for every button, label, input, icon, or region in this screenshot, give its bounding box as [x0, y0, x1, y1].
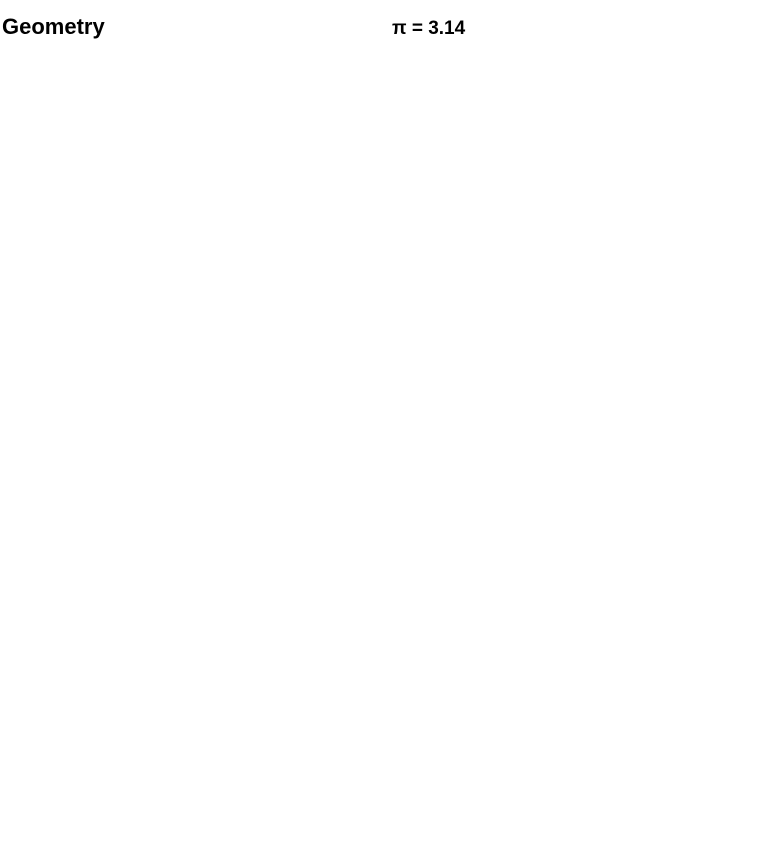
pi-value-note: π = 3.14 [392, 18, 466, 39]
page-title: Geometry [2, 14, 105, 39]
page-header [2, 14, 761, 44]
